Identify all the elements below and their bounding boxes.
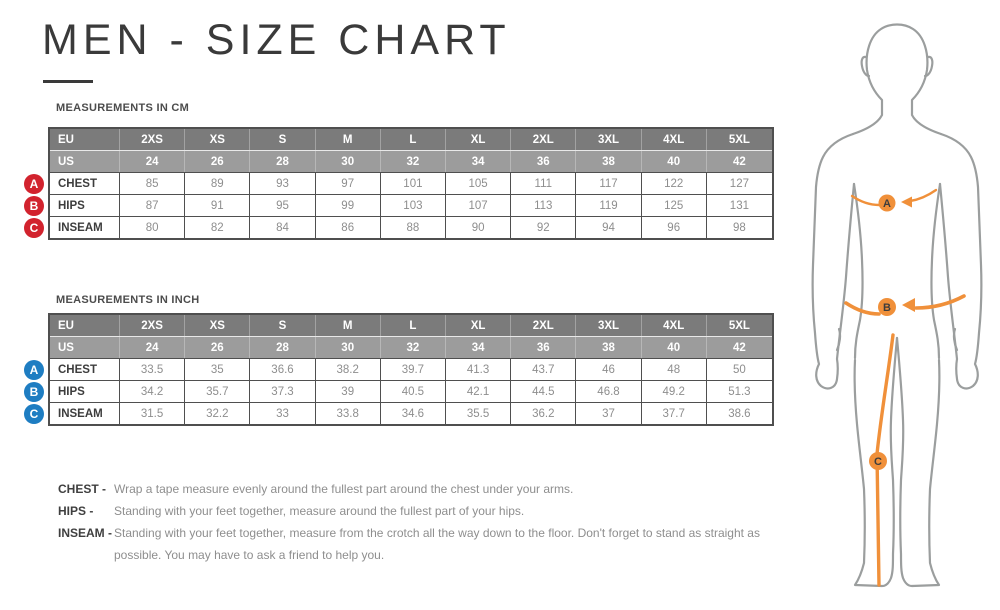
- value-cell: 86: [316, 217, 381, 238]
- value-cell: 98: [707, 217, 772, 238]
- us-size-cell: 24: [120, 151, 185, 172]
- eu-size-cell: 2XL: [511, 129, 576, 150]
- us-size-cell: 36: [511, 151, 576, 172]
- eu-size-cell: XS: [185, 129, 250, 150]
- inch-table-heading: MEASUREMENTS IN INCH: [56, 294, 200, 306]
- value-cell: 34.6: [381, 403, 446, 424]
- eu-size-cell: 5XL: [707, 129, 772, 150]
- value-cell: 103: [381, 195, 446, 216]
- value-cell: 41.3: [446, 359, 511, 380]
- inseam-measure-line: [869, 335, 893, 585]
- value-cell: 33.5: [120, 359, 185, 380]
- us-size-cell: 30: [316, 151, 381, 172]
- value-cell: 84: [250, 217, 315, 238]
- value-cell: 36.2: [511, 403, 576, 424]
- value-cell: 99: [316, 195, 381, 216]
- hips-arrow-icon: [902, 298, 915, 312]
- definition-term: HIPS -: [58, 504, 94, 518]
- value-cell: 92: [511, 217, 576, 238]
- eu-label-cell: EU: [50, 315, 120, 336]
- measurement-label-cell: HIPS: [50, 381, 120, 402]
- us-size-cell: 26: [185, 337, 250, 358]
- eu-size-cell: 3XL: [576, 129, 641, 150]
- page-title: MEN - SIZE CHART: [42, 16, 511, 64]
- value-cell: 93: [250, 173, 315, 194]
- measurement-label-cell: INSEAM: [50, 403, 120, 424]
- eu-size-cell: 4XL: [642, 315, 707, 336]
- male-silhouette-figure: [811, 20, 993, 600]
- us-size-cell: 38: [576, 337, 641, 358]
- value-cell: 101: [381, 173, 446, 194]
- eu-size-cell: S: [250, 315, 315, 336]
- row-badge-b: B: [24, 196, 44, 216]
- value-cell: 40.5: [381, 381, 446, 402]
- cm-size-table: [29, 127, 774, 240]
- value-cell: 85: [120, 173, 185, 194]
- value-cell: 117: [576, 173, 641, 194]
- definition-row-inseam: [58, 522, 778, 566]
- value-cell: 36.6: [250, 359, 315, 380]
- eu-size-cell: 3XL: [576, 315, 641, 336]
- eu-size-cell: 2XL: [511, 315, 576, 336]
- value-cell: 50: [707, 359, 772, 380]
- value-cell: 31.5: [120, 403, 185, 424]
- measurement-definitions: [58, 478, 778, 566]
- us-label-cell: US: [50, 337, 120, 358]
- value-cell: 48: [642, 359, 707, 380]
- measurement-label-cell: HIPS: [50, 195, 120, 216]
- us-sizes-row: [50, 336, 772, 358]
- chest-arrow-icon: [901, 197, 912, 208]
- us-size-cell: 34: [446, 151, 511, 172]
- hips-measure-line: [846, 296, 964, 316]
- eu-size-cell: 5XL: [707, 315, 772, 336]
- value-cell: 96: [642, 217, 707, 238]
- value-cell: 32.2: [185, 403, 250, 424]
- value-cell: 113: [511, 195, 576, 216]
- cm-table-heading: MEASUREMENTS IN CM: [56, 102, 190, 114]
- us-label-cell: US: [50, 151, 120, 172]
- value-cell: 95: [250, 195, 315, 216]
- us-size-cell: 30: [316, 337, 381, 358]
- eu-sizes-row: [50, 129, 772, 150]
- value-cell: 111: [511, 173, 576, 194]
- value-cell: 35.5: [446, 403, 511, 424]
- value-cell: 37: [576, 403, 641, 424]
- marker-b-label: B: [883, 302, 891, 314]
- us-size-cell: 40: [642, 337, 707, 358]
- value-cell: 33.8: [316, 403, 381, 424]
- value-cell: 88: [381, 217, 446, 238]
- value-cell: 127: [707, 173, 772, 194]
- eu-size-cell: S: [250, 129, 315, 150]
- value-cell: 125: [642, 195, 707, 216]
- row-badge-a: A: [24, 174, 44, 194]
- marker-a-label: A: [883, 198, 891, 210]
- value-cell: 91: [185, 195, 250, 216]
- value-cell: 39.7: [381, 359, 446, 380]
- row-badge-a: A: [24, 360, 44, 380]
- value-cell: 122: [642, 173, 707, 194]
- eu-size-cell: 2XS: [120, 315, 185, 336]
- value-cell: 105: [446, 173, 511, 194]
- us-size-cell: 38: [576, 151, 641, 172]
- us-size-cell: 28: [250, 337, 315, 358]
- value-cell: 39: [316, 381, 381, 402]
- value-cell: 38.6: [707, 403, 772, 424]
- measurement-row-chest: [29, 172, 772, 194]
- us-size-cell: 36: [511, 337, 576, 358]
- value-cell: 131: [707, 195, 772, 216]
- measurement-row-hips: [29, 380, 772, 402]
- row-badge-c: C: [24, 404, 44, 424]
- us-size-cell: 34: [446, 337, 511, 358]
- value-cell: 46: [576, 359, 641, 380]
- value-cell: 42.1: [446, 381, 511, 402]
- us-size-cell: 32: [381, 151, 446, 172]
- eu-size-cell: L: [381, 315, 446, 336]
- value-cell: 51.3: [707, 381, 772, 402]
- value-cell: 38.2: [316, 359, 381, 380]
- measurement-label-cell: CHEST: [50, 359, 120, 380]
- eu-label-cell: EU: [50, 129, 120, 150]
- us-size-cell: 40: [642, 151, 707, 172]
- eu-size-cell: XS: [185, 315, 250, 336]
- value-cell: 82: [185, 217, 250, 238]
- chest-measure-line: [852, 190, 936, 212]
- value-cell: 94: [576, 217, 641, 238]
- us-size-cell: 26: [185, 151, 250, 172]
- value-cell: 119: [576, 195, 641, 216]
- measurement-row-inseam: [29, 402, 772, 424]
- value-cell: 90: [446, 217, 511, 238]
- value-cell: 46.8: [576, 381, 641, 402]
- definition-text: Standing with your feet together, measure from the crotch all the way down to the floor. Don't forget to stand as straight as possible. You may have to ask a friend to help you.: [114, 526, 760, 562]
- measurement-label-cell: INSEAM: [50, 217, 120, 238]
- definition-text: Wrap a tape measure evenly around the fullest part around the chest under your arms.: [114, 482, 574, 496]
- value-cell: 34.2: [120, 381, 185, 402]
- title-underline: [43, 80, 93, 83]
- value-cell: 107: [446, 195, 511, 216]
- row-badge-b: B: [24, 382, 44, 402]
- value-cell: 37.3: [250, 381, 315, 402]
- definition-term: INSEAM -: [58, 526, 112, 540]
- definition-text: Standing with your feet together, measure around the fullest part of your hips.: [114, 504, 525, 518]
- eu-size-cell: 4XL: [642, 129, 707, 150]
- eu-size-cell: L: [381, 129, 446, 150]
- value-cell: 97: [316, 173, 381, 194]
- eu-size-cell: M: [316, 129, 381, 150]
- definition-term: CHEST -: [58, 482, 106, 496]
- value-cell: 80: [120, 217, 185, 238]
- body-diagram: [811, 20, 993, 600]
- eu-size-cell: XL: [446, 315, 511, 336]
- us-size-cell: 24: [120, 337, 185, 358]
- value-cell: 37.7: [642, 403, 707, 424]
- us-size-cell: 42: [707, 337, 772, 358]
- eu-size-cell: 2XS: [120, 129, 185, 150]
- body-outline: [813, 25, 982, 587]
- value-cell: 35: [185, 359, 250, 380]
- definition-row-hips: [58, 500, 778, 522]
- inch-size-table: [29, 313, 774, 426]
- definition-row-chest: [58, 478, 778, 500]
- us-size-cell: 32: [381, 337, 446, 358]
- eu-sizes-row: [50, 315, 772, 336]
- eu-size-cell: XL: [446, 129, 511, 150]
- value-cell: 49.2: [642, 381, 707, 402]
- value-cell: 87: [120, 195, 185, 216]
- value-cell: 43.7: [511, 359, 576, 380]
- value-cell: 89: [185, 173, 250, 194]
- us-size-cell: 42: [707, 151, 772, 172]
- value-cell: 35.7: [185, 381, 250, 402]
- measurement-row-hips: [29, 194, 772, 216]
- eu-size-cell: M: [316, 315, 381, 336]
- us-sizes-row: [50, 150, 772, 172]
- measurement-row-inseam: [29, 216, 772, 238]
- measurement-label-cell: CHEST: [50, 173, 120, 194]
- marker-c-label: C: [874, 456, 882, 468]
- us-size-cell: 28: [250, 151, 315, 172]
- value-cell: 44.5: [511, 381, 576, 402]
- measurement-row-chest: [29, 358, 772, 380]
- row-badge-c: C: [24, 218, 44, 238]
- value-cell: 33: [250, 403, 315, 424]
